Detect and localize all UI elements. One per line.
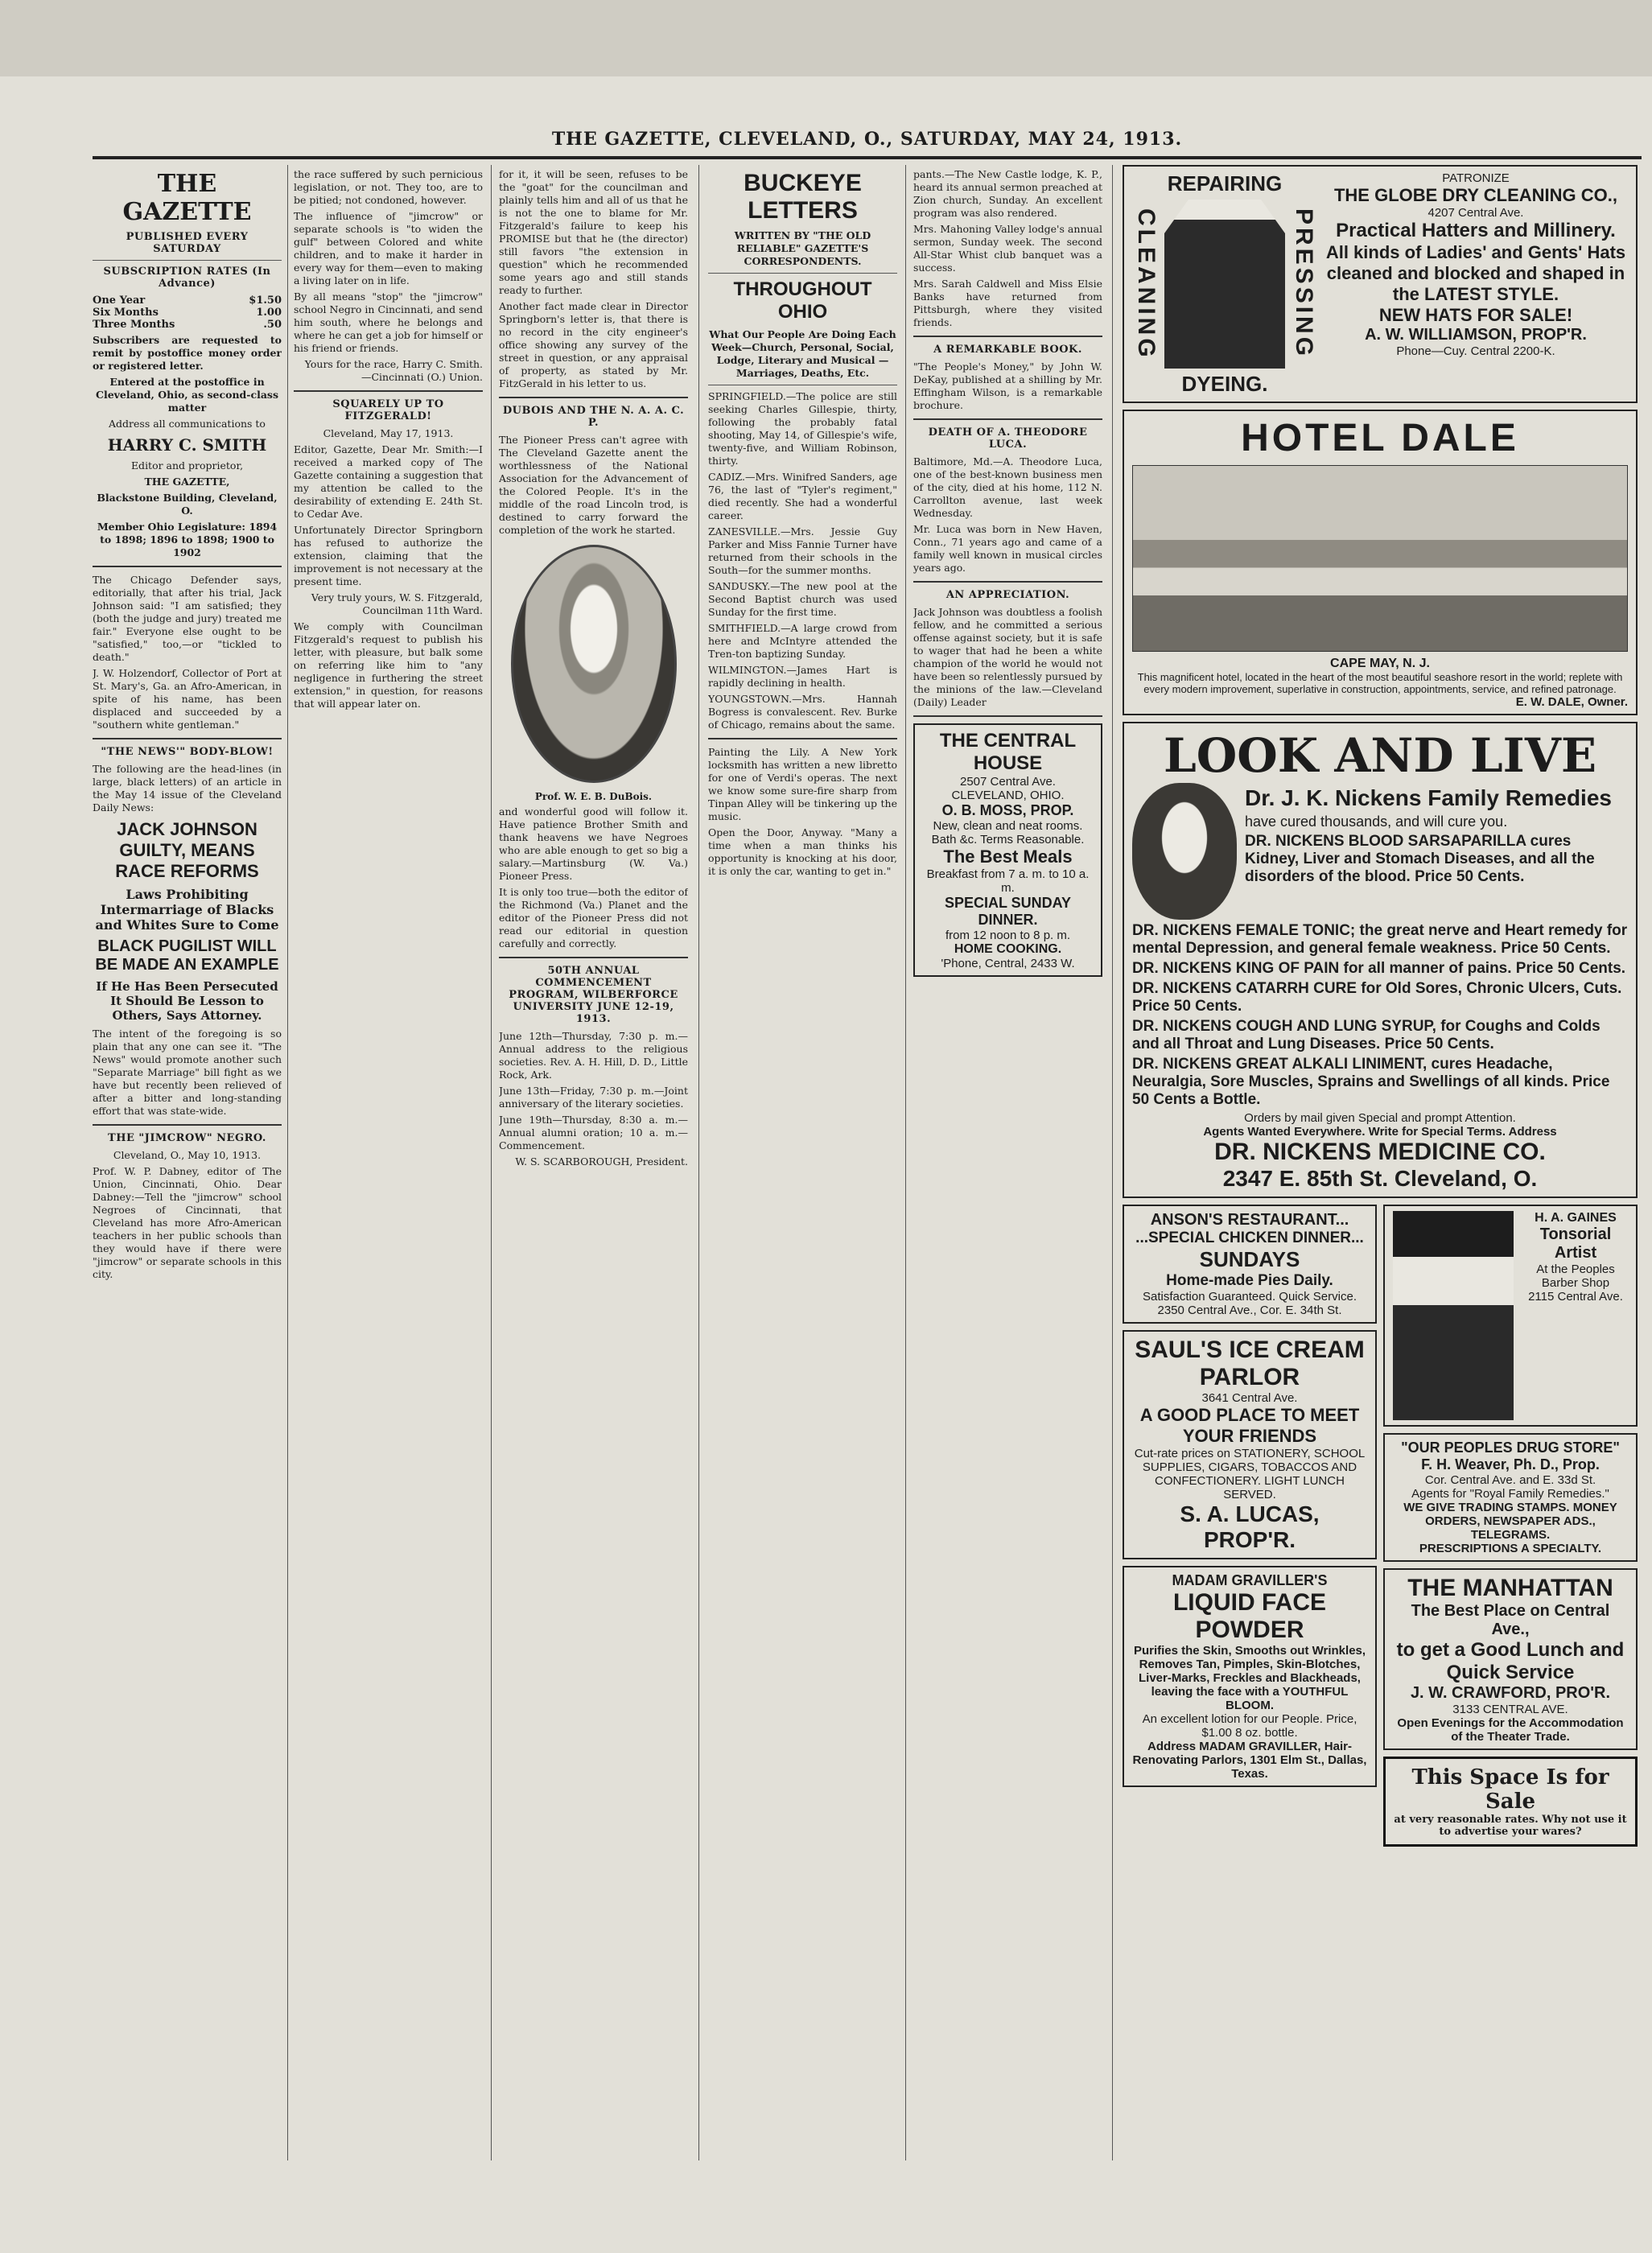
article-paragraph: J. W. Holzendorf, Collector of Port at St. Mary's, Ga. an Afro-American, in spite of his name, has been displaced and succeeded by a "southern white gentleman." — [93, 667, 282, 731]
article-paragraph: the race suffered by such pernicious legislation, or not. They too, are to be pitied; not condoned, however. — [294, 168, 483, 206]
article-paragraph: Mr. Luca was born in New Haven, Conn., 71 years ago and came of a family well known in musical circles years ago. — [913, 523, 1102, 574]
rates-heading: SUBSCRIPTION RATES (In Advance) — [103, 266, 271, 290]
sauls-ice-cream-ad: SAUL'S ICE CREAM PARLOR 3641 Central Ave. A GOOD PLACE TO MEET YOUR FRIENDS Cut-rate prices on STATIONERY, SCHOOL SUPPLIES, CIGARS, TOBACCOS AND CONFECTIONERY. LIGHT LUNCH SERVED. S. A. LUCAS, PROP'R. — [1123, 1330, 1377, 1559]
column-1 — [93, 165, 282, 1284]
globe-dry-cleaning-ad: CLEANING REPAIRING DYEING. PRESSING PATRONIZE THE GLOBE DRY CLEANING CO., 4207 Central Ave. Practical Hatters and Millinery. All kinds of Ladies' and Gents' Hats cleaned and blocked and shaped in the LATEST STYLE. NEW HATS FOR SALE! A. W. WILLIAMSON, PROP'R. Phone—Cuy. Central 2200-K. — [1123, 165, 1638, 403]
column-3 — [499, 165, 688, 1172]
masthead: THE GAZETTE, CLEVELAND, O., SATURDAY, MAY 24, 1913. — [93, 129, 1642, 159]
article-paragraph: CADIZ.—Mrs. Winifred Sanders, age 76, the last of "Tyler's regiment," died recently. She had a wonderful career. — [708, 471, 897, 521]
article-paragraph: Unfortunately Director Springborn has refused to authorize the extension, claiming that the improvement is not necessary at the present time. — [294, 524, 483, 587]
article-paragraph: The Pioneer Press can't agree with The Cleveland Gazette anent the worthlessness of the National Association for the Advancement of the Colored People. It's in the middle of the road Lincoln trod, is destined to carry forward the completion of the work he started. — [499, 434, 688, 536]
central-house-ad: THE CENTRAL HOUSE 2507 Central Ave. CLEVELAND, OHIO. O. B. MOSS, PROP. New, clean and neat rooms. Bath &c. Terms Reasonable. The Best Meals Breakfast from 7 a. m. to 10 a. m. SPECIAL SUNDAY DINNER. from 12 noon to 8 p. m. HOME COOKING. 'Phone, Central, 2433 W. — [913, 723, 1102, 977]
article-paragraph: "The People's Money," by John W. DeKay, published at a shilling by Mr. Effingham Wilson, is a remarkable brochure. — [913, 360, 1102, 411]
rate-row: Six Months 1.00 — [93, 307, 282, 319]
article-heading: THE "JIMCROW" NEGRO. — [108, 1132, 266, 1144]
article-heading: AN APPRECIATION. — [945, 589, 1070, 601]
nickens-remedies-ad: LOOK AND LIVE Dr. J. K. Nickens Family Remedies have cured thousands, and will cure you. DR. NICKENS BLOOD SARSAPARILLA cures Kidney, Liver and Stomach Diseases, and all the disorders of the blood. Price 50 Cents. DR. NICKENS FEMALE TONIC; the great nerve and Heart remedy for mental Depression, and general female weakness. Price 50 Cents. DR. NICKENS KING OF PAIN for all manner of pains. Price 50 Cents. DR. NICKENS CATARRH CURE for Old Sores, Chronic Ulcers, Cuts. Price 50 Cents. DR. NICKENS COUGH AND LUNG SYRUP, for Coughs and Colds and all Throat and Lung Diseases. Price 50 Cents. DR. NICKENS GREAT ALKALI LINIMENT, cures Headache, Neuralgia, Sore Muscles, Sprains and Swellings of all kinds. Price 50 Cents a Bottle. Orders by mail given Special and prompt Attention. Agents Wanted Everywhere. Write for Special Terms. Address DR. NICKENS MEDICINE CO. 2347 E. 85th St. Cleveland, O. — [1123, 722, 1638, 1198]
column-rule — [287, 165, 288, 2160]
article-paragraph: Another fact made clear in Director Springborn's letter is, that there is no record in the city engineer's office showing any survey of the street in question, or any appraisal of property, as stated by Mr. FitzGerald in his letter to us. — [499, 300, 688, 389]
dateline: Cleveland, May 17, 1913. — [323, 427, 454, 439]
ansons-restaurant-ad: ANSON'S RESTAURANT... ...SPECIAL CHICKEN DINNER... SUNDAYS Home-made Pies Daily. Satisfaction Guaranteed. Quick Service. 2350 Central Ave., Cor. E. 34th St. — [1123, 1205, 1377, 1324]
column-2 — [294, 165, 483, 714]
article-paragraph: June 13th—Friday, 7:30 p. m.—Joint anniversary of the literary societies. — [499, 1085, 688, 1110]
column-rule — [1112, 165, 1113, 2160]
article-paragraph: It is only too true—both the editor of the Richmond (Va.) Planet and the editor of the Pioneer Press did not read our editorial in question carefully and correctly. — [499, 886, 688, 949]
article-paragraph: Editor, Gazette, Dear Mr. Smith:—I received a marked copy of The Gazette containing a suggestion that my attention be called to the desirability of extending E. 24th St. to Cedar Ave. — [294, 443, 483, 520]
portrait-caption: Prof. W. E. B. DuBois. — [534, 791, 653, 802]
article-paragraph: Open the Door, Anyway. "Many a time when a man thinks his opportunity is knocking at his door, it is only the car, wanting to get in." — [708, 826, 897, 877]
article-paragraph: YOUNGSTOWN.—Mrs. Hannah Bogress is convalescent. Rev. Burke of Chicago, remains about the same. — [708, 693, 897, 731]
editor-title: Editor and proprietor, — [130, 459, 244, 472]
article-paragraph: Mrs. Sarah Caldwell and Miss Elsie Banks have returned from Pittsburgh, where they visited friends. — [913, 278, 1102, 328]
article-paragraph: Baltimore, Md.—A. Theodore Luca, one of the best-known business men of the city, died at his home, 112 N. Carrollton avenue, last week Wednesday. — [913, 455, 1102, 519]
cleaning-label: CLEANING — [1133, 208, 1160, 360]
quoted-headline: JACK JOHNSON GUILTY, MEANS RACE REFORMS — [115, 819, 259, 881]
suit-illustration — [1164, 200, 1285, 369]
dubois-portrait — [511, 545, 677, 783]
article-paragraph: The influence of "jimcrow" or separate schools is "to widen the gulf" between Colored and white children, and to make it harder in every way for them—even to making a living later on in life. — [294, 210, 483, 286]
section-heading: THROUGHOUT OHIO — [733, 278, 872, 323]
quoted-subhead: If He Has Been Persecuted It Should Be Lesson to Others, Says Attorney. — [96, 979, 278, 1023]
article-paragraph: Painting the Lily. A New York locksmith has written a new libretto for one of Verdi's operas. The next we know some sure-fire sharp from Tinpan Alley will be tinkering up the music. — [708, 746, 897, 822]
column-4 — [708, 165, 897, 881]
gaines-barber-ad: H. A. GAINES Tonsorial Artist At the Peoples Barber Shop 2115 Central Ave. — [1383, 1205, 1638, 1427]
section-subheading: What Our People Are Doing Each Week—Church, Personal, Social, Lodge, Literary and Musical — Marriages, Deaths, Etc. — [709, 328, 896, 379]
space-for-sale-ad: This Space Is for Sale at very reasonable rates. Why not use it to advertise your wares? — [1383, 1757, 1638, 1847]
quoted-headline: BLACK PUGILIST WILL BE MADE AN EXAMPLE — [95, 937, 279, 974]
article-paragraph: The following are the head-lines (in large, black letters) of an article in the May 14 issue of the Cleveland Daily News: — [93, 763, 282, 813]
article-paragraph: SMITHFIELD.—A large crowd from here and McIntyre attended the Tren-ton baptizing Sunday. — [708, 622, 897, 660]
pressing-label: PRESSING — [1291, 208, 1317, 360]
paper-flag: THE GAZETTE — [122, 170, 252, 226]
article-paragraph: June 19th—Thursday, 8:30 a. m.—Annual alumni oration; 10 a. m.—Commencement. — [499, 1114, 688, 1151]
article-paragraph: The Chicago Defender says, editorially, that after his trial, Jack Johnson said: "I am satisfied; they (both the judge and jury) treated me fair." Everyone else ought to be "satisfied," too,—or "tickled to death." — [93, 574, 282, 663]
article-heading: DUBOIS AND THE N. A. A. C. P. — [502, 405, 685, 429]
hotel-dale-ad: HOTEL DALE CAPE MAY, N. J. This magnificent hotel, located in the heart of the most beautiful seashore resort in the world; replete with every modern improvement, superlative in construction, appointments, service, and refined patronage. E. W. DALE, Owner. — [1123, 410, 1638, 715]
article-heading: "THE NEWS'" BODY-BLOW! — [101, 746, 274, 758]
column-rule — [905, 165, 906, 2160]
paper-address: Blackstone Building, Cleveland, O. — [97, 492, 278, 517]
scan-top-margin — [0, 0, 1652, 76]
article-paragraph: We comply with Councilman Fitzgerald's request to publish his letter, with pleasure, but balk some on referring like him to "any negligence in furthering the street extension," in question, for reasons that will appear later on. — [294, 620, 483, 710]
ads-column — [1123, 165, 1638, 1847]
article-paragraph: WILMINGTON.—James Hart is rapidly declining in health. — [708, 664, 897, 689]
flag-subtitle: PUBLISHED EVERY SATURDAY — [126, 231, 249, 255]
section-heading: BUCKEYE LETTERS — [744, 170, 862, 224]
subscriber-notice: Subscribers are requested to remit by postoffice money order or registered letter. — [93, 334, 282, 372]
article-paragraph: pants.—The New Castle lodge, K. P., heard its annual sermon preached at Zion church, Sunday. An excellent program was also rendered. — [913, 168, 1102, 219]
column-5 — [913, 165, 1102, 983]
column-rule — [491, 165, 492, 2160]
hotel-illustration — [1132, 465, 1628, 652]
article-paragraph: Prof. W. P. Dabney, editor of The Union, Cincinnati, Ohio. Dear Dabney:—Tell the "jimcrow" school Negroes of Cincinnati, that Cleveland has more Afro-American teachers in her public schools than they would have if there were "jimcrow" or separate schools in this city. — [93, 1165, 282, 1280]
address-heading: Address all communications to — [109, 418, 266, 430]
column-rule — [698, 165, 699, 2160]
rates-table — [93, 294, 282, 331]
nickens-portrait — [1132, 783, 1237, 920]
article-heading: 50TH ANNUAL COMMENCEMENT PROGRAM, WILBERFORCE UNIVERSITY JUNE 12-19, 1913. — [509, 965, 678, 1025]
graviller-powder-ad: MADAM GRAVILLER'S LIQUID FACE POWDER Purifies the Skin, Smooths out Wrinkles, Removes Tan, Pimples, Skin-Blotches, Liver-Marks, Freckles and Blackheads, leaving the face with a YOUTHFUL BLOOM. An excellent lotion for our People. Price, $1.00 8 oz. bottle. Address MADAM GRAVILLER, Hair-Renovating Parlors, 1301 Elm St., Dallas, Texas. — [1123, 1566, 1377, 1787]
signoff: Yours for the race, Harry C. Smith. —Cincinnati (O.) Union. — [304, 358, 483, 383]
article-paragraph: SPRINGFIELD.—The police are still seeking Charles Gillespie, thirty, following the probably fatal shooting, May 14, of Gillespie's wife, twenty-five, and William Robinson, thirty. — [708, 390, 897, 467]
article-paragraph: Jack Johnson was doubtless a foolish fellow, and he committed a serious offense against society, but it is safe to wager that had he been a white champion of the world he would not have been so relentlessly pursued by the minions of the law.—Cleveland (Daily) Leader — [913, 606, 1102, 708]
article-paragraph: ZANESVILLE.—Mrs. Jessie Guy Parker and Miss Fannie Turner have returned from their schools in the South—for the summer months. — [708, 525, 897, 576]
article-paragraph: June 12th—Thursday, 7:30 p. m.—Annual address to the religious societies. Rev. A. H. Hill, D. D., Little Rock, Ark. — [499, 1030, 688, 1081]
section-subheading: WRITTEN BY "THE OLD RELIABLE" GAZETTE'S CORRESPONDENTS. — [734, 229, 871, 267]
article-paragraph: By all means "stop" the "jimcrow" school Negro in Cincinnati, and send him south, where he belongs and where he can get a job for himself or his friend or friends. — [294, 290, 483, 354]
article-heading: DEATH OF A. THEODORE LUCA. — [928, 426, 1088, 451]
ads-row — [1123, 1205, 1638, 1847]
entered-notice: Entered at the postoffice in Cleveland, Ohio, as second-class matter — [96, 376, 278, 414]
article-paragraph: SANDUSKY.—The new pool at the Second Baptist church was used Sunday for the first time. — [708, 580, 897, 618]
paper-name: THE GAZETTE, — [144, 476, 230, 488]
article-paragraph: The intent of the foregoing is so plain that any one can see it. "The News" would promote another such "Separate Marriage" bill fight as we have but recently been relieved of after a bitter and long-standing effort that was state-wide. — [93, 1028, 282, 1117]
dateline: Cleveland, O., May 10, 1913. — [113, 1149, 262, 1161]
signoff: W. S. SCARBOROUGH, President. — [515, 1155, 688, 1168]
article-paragraph: for it, it will be seen, refuses to be the "goat" for the councilman and plainly tells him and all of us that he is not the one to blame for Mr. Fitzgerald's failure to keep his PROMISE but that he (the director) still favors "the extension in question" which he recommended some years ago and still stands ready to further. — [499, 168, 688, 296]
member-note: Member Ohio Legislature: 1894 to 1898; 1896 to 1898; 1900 to 1902 — [97, 521, 278, 558]
article-paragraph: and wonderful good will follow it. Have patience Brother Smith and thank heavens we have Negroes who are able enough to get so big a salary.—Martinsburg (W. Va.) Pioneer Press. — [499, 805, 688, 882]
peoples-drug-store-ad: "OUR PEOPLES DRUG STORE" F. H. Weaver, Ph. D., Prop. Cor. Central Ave. and E. 33d St. Agents for "Royal Family Remedies." WE GIVE TRADING STAMPS. MONEY ORDERS, NEWSPAPER ADS., TELEGRAMS. PRESCRIPTIONS A SPECIALTY. — [1383, 1433, 1638, 1562]
manhattan-ad: THE MANHATTAN The Best Place on Central Ave., to get a Good Lunch and Quick Service J. W. CRAWFORD, PRO'R. 3133 CENTRAL AVE. Open Evenings for the Accommodation of the Theater Trade. — [1383, 1568, 1638, 1750]
rate-row: Three Months .50 — [93, 319, 282, 331]
rate-row: One Year $1.50 — [93, 294, 282, 307]
gaines-portrait — [1393, 1211, 1514, 1420]
editor-name: HARRY C. SMITH — [107, 435, 267, 455]
article-heading: A REMARKABLE BOOK. — [933, 344, 1082, 356]
quoted-subhead: Laws Prohibiting Intermarriage of Blacks and Whites Sure to Come — [95, 887, 279, 933]
signoff: Very truly yours, W. S. Fitzgerald, Councilman 11th Ward. — [311, 591, 483, 616]
article-paragraph: Mrs. Mahoning Valley lodge's annual sermon, Sunday week. The second All-Star Whist club banquet was a success. — [913, 223, 1102, 274]
article-heading: SQUARELY UP TO FITZGERALD! — [332, 398, 444, 422]
